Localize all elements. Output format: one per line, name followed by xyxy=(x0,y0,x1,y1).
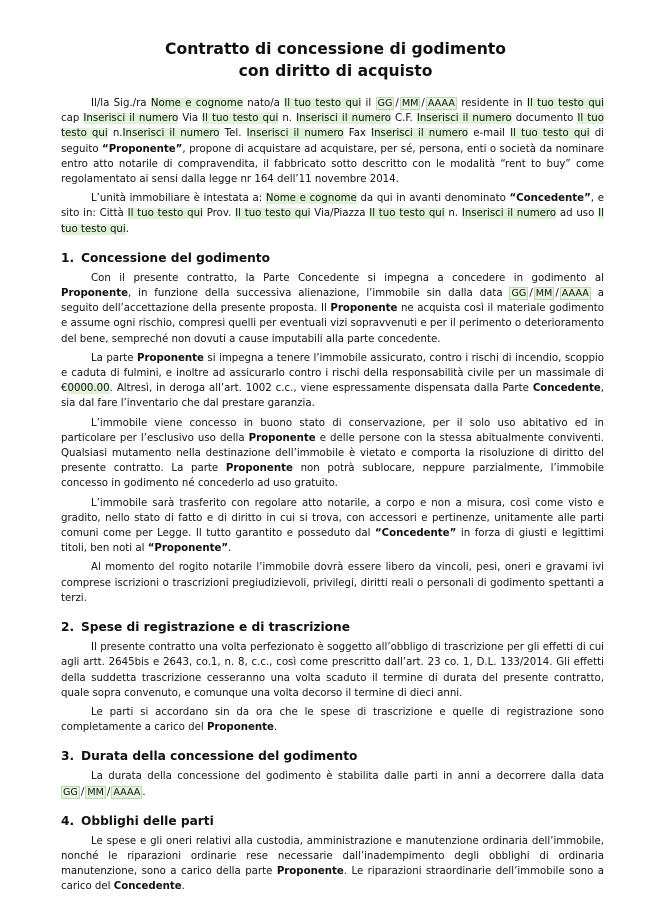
section-1-heading xyxy=(61,250,604,267)
text: a seguito dell’accettazione della presente proposta. Il xyxy=(61,288,604,315)
section-2-heading xyxy=(61,619,604,636)
text: di seguito xyxy=(61,128,605,155)
bold-text: Proponente xyxy=(330,303,398,315)
text: residente in xyxy=(456,98,527,109)
text: Con il presente contratto, la Parte Concedente si impegna a concedere in godimento al xyxy=(91,272,604,284)
text: . Le riparazioni straordinarie dell’immobile sono a carico del xyxy=(61,866,604,893)
section-1-paragraph-3 xyxy=(61,416,604,492)
document-number-field[interactable]: Inserisci il numero xyxy=(122,128,220,140)
property-street-field[interactable]: Il tuo testo qui xyxy=(369,208,445,220)
date-day[interactable]: GG xyxy=(511,288,527,300)
text: . xyxy=(142,786,146,798)
text: L’immobile sarà trasferito con regolare atto notarile, a corpo e non a misura, così come visto e gradito, nello stato di fatto e di diritto in cui si trova, con accessori e pertinenze, unitamente alle parti comuni come per Legge. Il tutto garantito e posseduto dal xyxy=(61,497,604,540)
text: . xyxy=(125,223,129,235)
section-title: Spese di registrazione e di trascrizione xyxy=(81,620,350,635)
city-field[interactable]: Il tuo testo qui xyxy=(127,208,203,220)
section-1-paragraph-5 xyxy=(61,560,604,606)
text: C.F. xyxy=(390,113,417,125)
text: , e sito in: Città xyxy=(61,193,604,220)
text: ne acquista così il materiale godimento e assume ogni rischio, compresi quelli per eventuali vizi sopravvenuti e per il perimento o deterioramento del bene, sempreché non dovuti a cause imputabili alla parte concedente. xyxy=(61,303,605,345)
section-number: 1. xyxy=(61,250,75,265)
section-4-paragraph-1 xyxy=(61,834,604,895)
bold-text: Proponente xyxy=(61,288,128,300)
text: Il/la Sig./ra xyxy=(91,98,151,109)
text: il xyxy=(361,98,376,109)
text: da qui in avanti denominato xyxy=(356,193,510,205)
birthplace-field[interactable]: Il tuo testo qui xyxy=(284,98,362,109)
date-day[interactable]: GG xyxy=(377,98,393,109)
date-year[interactable]: AAAA xyxy=(113,786,141,798)
text: Prov. xyxy=(202,208,236,220)
date-month[interactable]: MM xyxy=(401,98,419,109)
text: e-mail xyxy=(468,128,511,140)
text: Le parti si accordano sin da ora che le spese di trascrizione e quelle di registrazione sono completamente a carico del xyxy=(61,706,604,734)
phone-field[interactable]: Inserisci il numero xyxy=(246,128,344,140)
bold-text: Concedente xyxy=(113,881,182,893)
property-use-field[interactable]: Il tuo testo qui xyxy=(61,208,604,235)
section-number: 2. xyxy=(61,620,75,635)
text: Al momento del rogito notarile l’immobile dovrà essere libero da vincoli, pesi, oneri e gravami ivi comprese iscrizioni o trascrizioni pregiudizievoli, privilegi, diritti reali o personali di godimento spettanti a terzi. xyxy=(61,562,604,604)
bold-text: “Concedente” xyxy=(374,528,457,540)
bold-text: Proponente xyxy=(206,722,274,734)
property-number-field[interactable]: Inserisci il numero xyxy=(461,208,557,220)
bold-text: “Concedente” xyxy=(509,193,591,205)
section-2-paragraph-1 xyxy=(61,640,604,701)
section-1-paragraph-4 xyxy=(61,496,604,557)
bold-text: “Proponente” xyxy=(147,543,229,555)
text: , sia dal fare l’inventario che dal prestare garanzia. xyxy=(61,383,604,410)
text: e delle persone con la stessa abitualmente conviventi. Qualsiasi mutamento nella destinazione dell’immobile è vietato e comporta la risoluzione di diritto del presente contratto. La parte xyxy=(61,432,605,475)
section-number: 3. xyxy=(61,749,75,764)
section-4-heading xyxy=(61,813,604,830)
bold-text: Concedente xyxy=(532,383,601,395)
text: n. xyxy=(278,113,297,125)
text: documento xyxy=(511,113,578,125)
section-title: Obblighi delle parti xyxy=(81,813,214,828)
owner-name-field[interactable]: Nome e cognome xyxy=(265,193,357,205)
section-3-heading xyxy=(61,748,604,765)
date-year[interactable]: AAAA xyxy=(427,98,455,109)
section-1-paragraph-1 xyxy=(61,271,604,347)
bold-text: Proponente xyxy=(248,432,316,444)
text: nato/a xyxy=(242,98,285,109)
text: , in funzione della successiva alienazione, l’immobile sin dalla data xyxy=(127,288,510,300)
title-line-1: Contratto di concessione di godimento xyxy=(165,40,506,58)
bold-text: “Proponente” xyxy=(102,143,183,155)
text: Il presente contratto una volta perfezionato è soggetto all’obbligo di trascrizione per gli effetti di cui agli artt. 2645bis e 2643, co.1, n. 8, c.c., così come prescritto dall’art. 23 co. 1, D.L. 133/2014. Gli effetti della suddetta trascrizione cesseranno una volta scaduto il termine di durata del presente contratto, quale sopra convenuto, e comunque una volta decorso il termine di dieci anni. xyxy=(61,642,604,699)
birth-date-field[interactable]: GG / MM / AAAA xyxy=(377,98,455,109)
text: non potrà sublocare, neppure parzialmente, l’immobile concesso in godimento né concederlo ad uso gratuito. xyxy=(61,463,604,490)
street-number-field[interactable]: Inserisci il numero xyxy=(296,113,391,125)
text: . Altresì, in deroga all’art. 1002 c.c., viene espressamente dispensata dalla Parte xyxy=(109,383,533,395)
text: n. xyxy=(444,208,462,220)
section-number: 4. xyxy=(61,813,75,828)
text: Via xyxy=(178,113,203,125)
fax-field[interactable]: Inserisci il numero xyxy=(371,128,469,140)
date-year[interactable]: AAAA xyxy=(561,288,589,300)
bold-text: Proponente xyxy=(225,463,293,475)
start-date-field[interactable]: GG / MM / AAAA xyxy=(511,288,589,300)
intro-paragraph-1 xyxy=(61,96,604,187)
text: si impegna a tenere l’immobile assicurato, contro i rischi di incendio, scoppio e caduta di fulmini, e inoltre ad assicurarlo contro i rischi della responsabilità civile per un massimale di € xyxy=(61,352,604,395)
text: La durata della concessione del godimento è stabilita dalle parti in anni a decorrere dalla data xyxy=(91,771,604,783)
text: in forza di giusti e legittimi titoli, ben noti al xyxy=(61,528,604,555)
date-month[interactable]: MM xyxy=(87,786,104,798)
insurance-amount-field[interactable]: 0000.00 xyxy=(67,383,110,395)
bold-text: Proponente xyxy=(276,866,344,878)
text: . xyxy=(228,543,232,555)
name-field[interactable]: Nome e cognome xyxy=(150,98,243,109)
text: . xyxy=(181,881,185,893)
text: cap xyxy=(61,113,84,125)
tax-code-field[interactable]: Inserisci il numero xyxy=(416,113,512,125)
title-line-2: con diritto di acquisto xyxy=(238,62,433,80)
text: La parte xyxy=(91,352,137,364)
duration-date-field[interactable]: GG / MM / AAAA xyxy=(63,786,141,798)
text: Fax xyxy=(343,128,372,140)
province-field[interactable]: Il tuo testo qui xyxy=(235,208,311,220)
text: Le spese e gli oneri relativi alla custodia, amministrazione e manutenzione ordinaria dell’immobile, nonché le riparazioni ordinarie rese necessarie dall’inadempimento degli obblighi di ordinaria manutenzione, sono a carico della parte xyxy=(61,835,604,878)
section-title: Durata della concessione del godimento xyxy=(81,749,358,764)
section-title: Concessione del godimento xyxy=(81,250,270,265)
section-3-paragraph-1 xyxy=(61,769,604,799)
section-1-paragraph-2 xyxy=(61,351,604,412)
text: Tel. xyxy=(219,128,247,140)
document-type-field[interactable]: Il tuo testo qui xyxy=(61,113,604,140)
document-title xyxy=(61,38,604,82)
text: n. xyxy=(107,128,123,140)
bold-text: Proponente xyxy=(136,352,204,364)
street-field[interactable]: Il tuo testo qui xyxy=(202,113,279,125)
text: ad uso xyxy=(556,208,599,220)
section-2-paragraph-2 xyxy=(61,705,604,735)
date-month[interactable]: MM xyxy=(535,288,553,300)
text: , propone di acquistare ad acquistare, per sé, persona, enti o società da nominare entro atto notarile di compravendita, il fabbricato sotto descritto con le modalità “rent to buy” come regolamentato ai sensi dalla legge nr 164 dell’11 novembre 2014. xyxy=(61,143,605,186)
residence-field[interactable]: Il tuo testo qui xyxy=(526,98,604,109)
cap-field[interactable]: Inserisci il numero xyxy=(83,113,179,125)
email-field[interactable]: Il tuo testo qui xyxy=(510,128,590,140)
date-day[interactable]: GG xyxy=(63,786,78,798)
text: Via/Piazza xyxy=(310,208,370,220)
text: L’unità immobiliare è intestata a: xyxy=(91,193,266,205)
text: L’immobile viene concesso in buono stato di conservazione, per il solo uso abitativo ed in particolare per l’esclusivo uso della xyxy=(61,417,604,444)
text: . xyxy=(273,722,278,734)
intro-paragraph-2 xyxy=(61,191,604,237)
